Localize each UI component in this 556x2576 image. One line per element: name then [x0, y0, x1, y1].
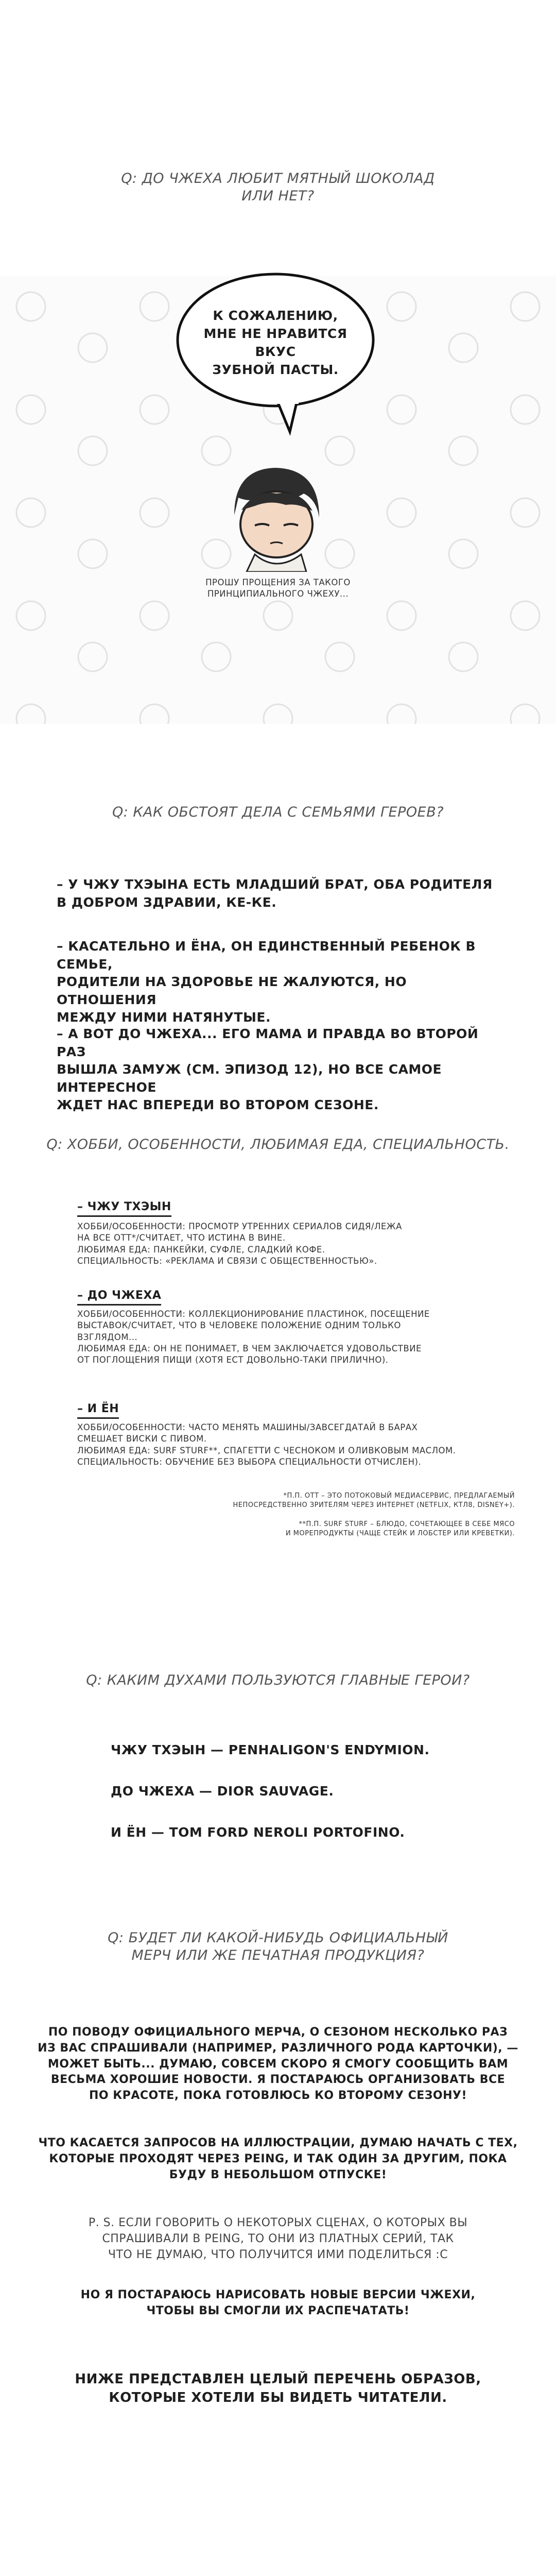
readers-list-intro: НИЖЕ ПРЕДСТАВЛЕН ЦЕЛЫЙ ПЕРЕЧЕНЬ ОБРАЗОВ, КОТОРЫЕ ХОТЕЛИ БЫ ВИДЕТЬ ЧИТАТЕЛИ.: [75, 2371, 481, 2406]
char-heading-do-jae-ha: – ДО ЧЖЕХА: [77, 1288, 161, 1306]
ps-paid-scenes: Р. S. ЕСЛИ ГОВОРИТЬ О НЕКОТОРЫХ СЦЕНАХ, О КОТОРЫХ ВЫ СПРАШИВАЛИ В PEING, ТО ОНИ ИЗ ПЛАТНЫХ СЕРИЙ, ТАК ЧТО НЕ ДУМАЮ, ЧТО ПОЛУЧИТСЯ ИМИ ПОДЕЛИТЬСЯ :С: [88, 2216, 468, 2261]
question-families: Q: КАК ОБСТОЯТ ДЕЛА С СЕМЬЯМИ ГЕРОЕВ?: [112, 804, 444, 820]
illustration-requests: ЧТО КАСАЕТСЯ ЗАПРОСОВ НА ИЛЛЮСТРАЦИИ, ДУМАЮ НАЧАТЬ С ТЕХ, КОТОРЫЕ ПРОХОДЯТ ЧЕРЕЗ PEING, И ТАК ОДИН ЗА ДРУГИМ, ПОКА БУДУ В НЕБОЛЬШОМ ОТПУСКЕ!: [38, 2137, 518, 2181]
question-merch: Q: БУДЕТ ЛИ КАКОЙ-НИБУДЬ ОФИЦИАЛЬНЫЙ МЕРЧ ИЛИ ЖЕ ПЕЧАТНАЯ ПРОДУКЦИЯ?: [108, 1930, 448, 1963]
new-versions-note: НО Я ПОСТАРАЮСЬ НАРИСОВАТЬ НОВЫЕ ВЕРСИИ ЧЖЕХИ, ЧТОБЫ ВЫ СМОГЛИ ИХ РАСПЕЧАТАТЬ!: [80, 2289, 476, 2317]
apology-caption: ПРОШУ ПРОЩЕНИЯ ЗА ТАКОГО ПРИНЦИПИАЛЬНОГО ЧЖЕХУ...: [205, 578, 351, 599]
char-info-do-jae-ha: ХОББИ/ОСОБЕННОСТИ: КОЛЛЕКЦИОНИРОВАНИЕ ПЛАСТИНОК, ПОСЕЩЕНИЕ ВЫСТАВОК/СЧИТАЕТ, ЧТО В ЧЕЛОВЕКЕ ПОЛОЖЕНИЕ ОДНИМ ТОЛЬКО ВЗГЛЯДОМ... ЛЮБИМАЯ ЕДА: ОН НЕ ПОНИМАЕТ, В ЧЕМ ЗАКЛЮЧАЕТСЯ УДОВОЛЬСТВИЕ ОТ ПОГЛОЩЕНИЯ ПИЩИ (ХОТЯ ЕСТ ДОВОЛЬНО-ТАКИ ПРИЛИЧНО).: [77, 1309, 430, 1365]
char-heading-yi-yeon: – И ЁН: [77, 1401, 119, 1419]
question-perfume: Q: КАКИМ ДУХАМИ ПОЛЬЗУЮТСЯ ГЛАВНЫЕ ГЕРОИ?: [86, 1672, 470, 1688]
question-hobbies: Q: ХОББИ, ОСОБЕННОСТИ, ЛЮБИМАЯ ЕДА, СПЕЦИАЛЬНОСТЬ.: [46, 1137, 510, 1153]
family-do-jae-ha: – А ВОТ ДО ЧЖЕХА... ЕГО МАМА И ПРАВДА ВО ВТОРОЙ РАЗ ВЫШЛА ЗАМУЖ (СМ. ЭПИЗОД 12), НО ВСЕ САМОЕ ИНТЕРЕСНОЕ ЖДЕТ НАС ВПЕРЕДИ ВО ВТОРОМ СЕЗОНЕ.: [57, 1026, 479, 1112]
char-heading-tae-yeon: – ЧЖУ ТХЭЫН: [77, 1199, 171, 1217]
speech-bubble-text: К СОЖАЛЕНИЮ, МНЕ НЕ НРАВИТСЯ ВКУС ЗУБНОЙ ПАСТЫ.: [203, 308, 348, 377]
question-mint-chocolate: Q: ДО ЧЖЕХА ЛЮБИТ МЯТНЫЙ ШОКОЛАД ИЛИ НЕТ?: [121, 171, 435, 204]
chibi-man-icon: [214, 453, 337, 572]
footnote-surf-sturf: **П.П. SURF STURF – БЛЮДО, СОЧЕТАЮЩЕЕ В СЕБЕ МЯСО И МОРЕПРОДУКТЫ (ЧАЩЕ СТЕЙК И ЛОБСТЕР ИЛИ КРЕВЕТКИ).: [285, 1520, 515, 1537]
footnote-ott: *П.П. ОТТ – ЭТО ПОТОКОВЫЙ МЕДИАСЕРВИС, ПРЕДЛАГАЕМЫЙ НЕПОСРЕДСТВЕННО ЗРИТЕЛЯМ ЧЕРЕЗ ИНТЕРНЕТ (NETFLIX, КТЛ8, DISNEY+).: [233, 1492, 515, 1509]
merch-answer: ПО ПОВОДУ ОФИЦИАЛЬНОГО МЕРЧА, О СЕЗОНОМ НЕСКОЛЬКО РАЗ ИЗ ВАС СПРАШИВАЛИ (НАПРИМЕР, РАЗЛИЧНОГО РОДА КАРТОЧКИ), — МОЖЕТ БЫТЬ... ДУМАЮ, СОВСЕМ СКОРО Я СМОГУ СООБЩИТЬ ВАМ ВЕСЬМА ХОРОШИЕ НОВОСТИ. Я ПОСТАРАЮСЬ ОРГАНИЗОВАТЬ ВСЕ ПО КРАСОТЕ, ПОКА ГОТОВЛЮСЬ КО ВТОРОМУ СЕЗОНУ!: [38, 2026, 518, 2103]
perfume-do-jae-ha: ДО ЧЖЕХА — DIOR SAUVAGE.: [111, 1784, 334, 1799]
perfume-yi-yeon: И ЁН — TOM FORD NEROLI PORTOFINO.: [111, 1825, 405, 1840]
char-info-tae-yeon: ХОББИ/ОСОБЕННОСТИ: ПРОСМОТР УТРЕННИХ СЕРИАЛОВ СИДЯ/ЛЕЖА НА ВСЕ ОТТ*/СЧИТАЕТ, ЧТО ИСТИНА В ВИНЕ. ЛЮБИМАЯ ЕДА: ПАНКЕЙКИ, СУФЛЕ, СЛАДКИЙ КОФЕ. СПЕЦИАЛЬНОСТЬ: «РЕКЛАМА И СВЯЗИ С ОБЩЕСТВЕННОСТЬЮ».: [77, 1222, 402, 1266]
perfume-tae-yeon: ЧЖУ ТХЭЫН — PENHALIGON'S ENDYMION.: [111, 1742, 430, 1757]
char-info-yi-yeon: ХОББИ/ОСОБЕННОСТИ: ЧАСТО МЕНЯТЬ МАШИНЫ/ЗАВСЕГДАТАЙ В БАРАХ СМЕШАЕТ ВИСКИ С ПИВОМ. ЛЮБИМАЯ ЕДА: SURF STURF**, СПАГЕТТИ С ЧЕСНОКОМ И ОЛИВКОВЫМ МАСЛОМ. СПЕЦИАЛЬНОСТЬ: ОБУЧЕНИЕ БЕЗ ВЫБОРА СПЕЦИАЛЬНОСТИ ОТЧИСЛЕН).: [77, 1422, 456, 1467]
family-tae-yeon: – У ЧЖУ ТХЭЫНА ЕСТЬ МЛАДШИЙ БРАТ, ОБА РОДИТЕЛЯ В ДОБРОМ ЗДРАВИИ, КЕ-КЕ.: [57, 877, 493, 910]
family-yi-yeon: – КАСАТЕЛЬНО И ЁНА, ОН ЕДИНСТВЕННЫЙ РЕБЕНОК В СЕМЬЕ, РОДИТЕЛИ НА ЗДОРОВЬЕ НЕ ЖАЛУЮТСЯ, НО ОТНОШЕНИЯ МЕЖДУ НИМИ НАТЯНУТЫЕ.: [57, 939, 476, 1025]
